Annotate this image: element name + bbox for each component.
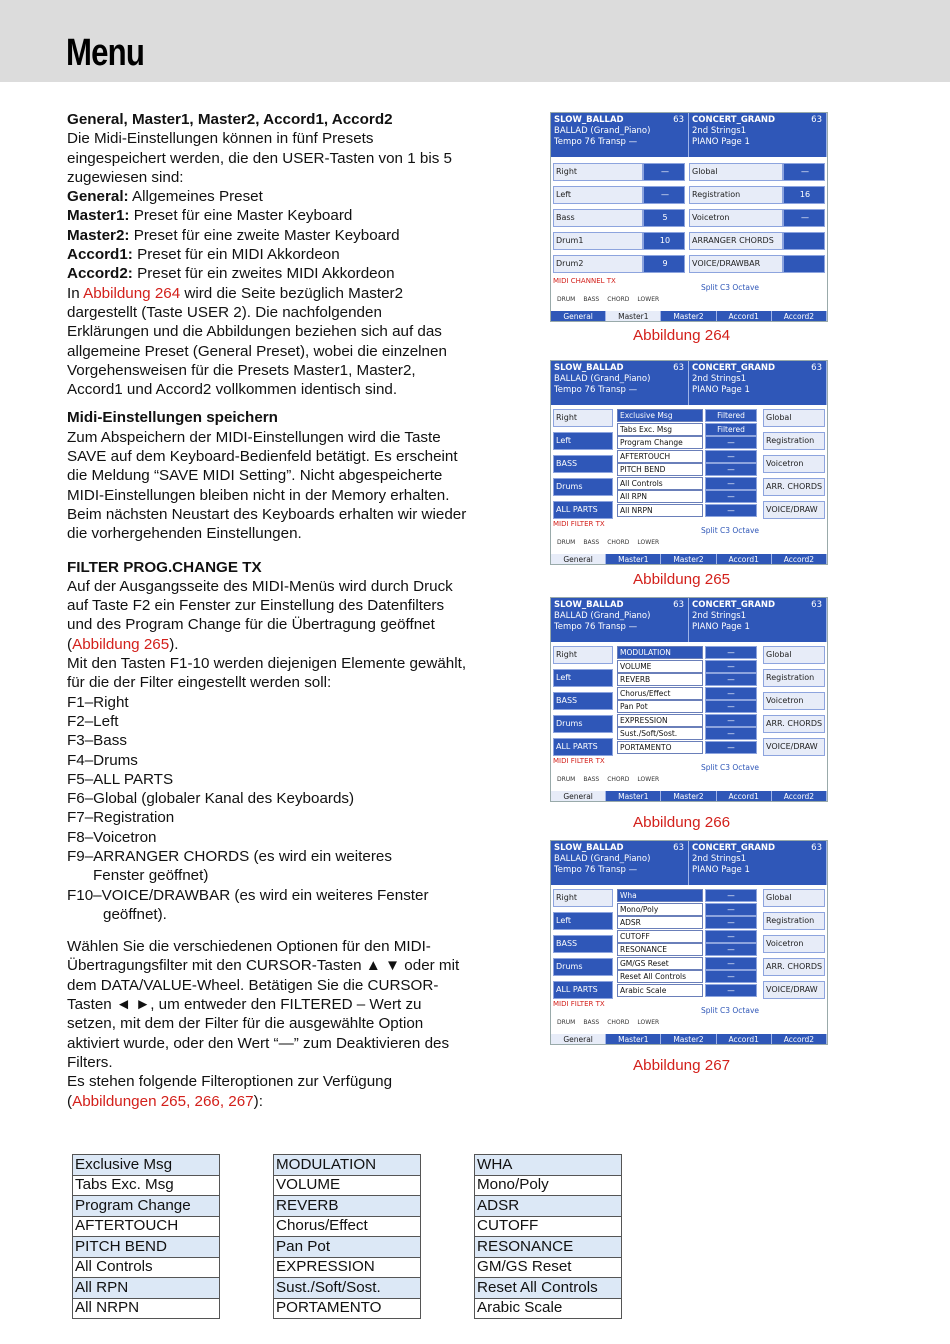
key-item: F9–ARRANGER CHORDS (es wird ein weiteres [67,847,392,865]
preset-tab: Master1 [606,791,661,802]
filter-option: All Controls [617,477,703,490]
table-row [274,1155,421,1176]
table-row [73,1278,220,1299]
main-text [67,110,467,1120]
preset-item: Master2: Preset für eine zweite Master Keyboard [67,226,400,244]
style-tempo: Tempo 76 Transp — [554,385,638,395]
footer-label: MIDI FILTER TX [553,757,605,765]
filter-value: — [705,903,757,916]
table-row [274,1298,421,1319]
filter-option: Pan Pot [617,700,703,713]
filter-value: — [705,727,757,740]
mini-labels [557,296,659,303]
style-panel [551,361,689,405]
figure-screenshot [550,360,828,565]
side-button: VOICE/DRAW [763,501,825,519]
options-table-1 [72,1154,220,1319]
channel-row-value: — [643,163,685,181]
part-button: ALL PARTS [553,981,613,999]
preset-tab: Accord1 [717,311,772,322]
table-cell: PORTAMENTO [274,1298,421,1319]
filter-option: PORTAMENTO [617,741,703,754]
filter-option: Chorus/Effect [617,687,703,700]
save-text: Zum Abspeichern der MIDI-Einstellungen wird die Taste SAVE auf dem Keyboard-Bedienfeld betätigt. Es erscheint die Meldung “SAVE MIDI Setting”. Nicht abgespeicherte MIDI-Einstellungen bleiben nicht in der Memory erhalten. Beim nächsten Neustart des Keyboards erhalten wir wieder die vorhergehenden Einstellungen. [67,428,467,543]
voice-number: 63 [811,363,822,373]
part-button: BASS [553,692,613,710]
channel-row-label: Drum1 [553,232,643,250]
channel-row-value: 9 [643,255,685,273]
voice-number: 63 [811,843,822,853]
channel-row-label: Left [553,186,643,204]
filter-value: — [705,943,757,956]
screen-body [551,885,827,1045]
channel-row-label: Registration [689,186,783,204]
table-cell: All Controls [73,1257,220,1278]
options-table-3 [474,1154,622,1319]
preset-item: General: Allgemeines Preset [67,188,263,206]
preset-tabs [551,554,827,565]
preset-tab: General [551,791,606,802]
table-cell: Reset All Controls [475,1278,622,1299]
voice-panel [689,841,827,885]
key-item: F5–ALL PARTS [67,770,174,788]
voice-sub: 2nd Strings1 [692,611,747,621]
filter-value: — [705,916,757,929]
table-cell: PITCH BEND [73,1237,220,1258]
table-row [73,1257,220,1278]
filter-value: — [705,741,757,754]
style-name: SLOW_BALLAD [554,115,624,125]
preset-tab: Accord1 [717,1034,772,1045]
screen-header [551,113,827,157]
table-cell: All NRPN [73,1298,220,1319]
table-row [73,1237,220,1258]
table-cell: All RPN [73,1278,220,1299]
channel-row-value: 16 [783,186,825,204]
part-button: Right [553,889,613,907]
channel-row-label: ARRANGER CHORDS [689,232,783,250]
table-row [73,1175,220,1196]
table-row [475,1257,622,1278]
style-name: SLOW_BALLAD [554,843,624,853]
table-cell: CUTOFF [475,1216,622,1237]
style-tempo: Tempo 76 Transp — [554,137,638,147]
mini-label: CHORD [607,1019,630,1026]
part-button: Left [553,912,613,930]
side-button: Global [763,646,825,664]
figure-reference: Abbildung 264 [83,284,181,302]
style-tempo: Tempo 76 Transp — [554,622,638,632]
side-button: ARR. CHORDS [763,958,825,976]
mini-label: BASS [583,776,600,783]
mini-label: CHORD [607,539,630,546]
key-item: F8–Voicetron [67,828,157,846]
channel-row-label: Voicetron [689,209,783,227]
split-octave: Split C3 Octave [701,1006,760,1015]
style-sub: BALLAD (Grand_Piano) [554,854,651,864]
voice-sub: 2nd Strings1 [692,126,747,136]
style-panel [551,598,689,642]
filter-option: Mono/Poly [617,903,703,916]
table-row [274,1196,421,1217]
channel-row-value: 5 [643,209,685,227]
style-panel [551,113,689,157]
table-cell: Sust./Soft/Sost. [274,1278,421,1299]
table-row [73,1298,220,1319]
side-button: Registration [763,912,825,930]
voice-sub: 2nd Strings1 [692,854,747,864]
part-button: Drums [553,715,613,733]
footer-label: MIDI FILTER TX [553,1000,605,1008]
side-button: Registration [763,432,825,450]
side-button: Voicetron [763,692,825,710]
side-button: Registration [763,669,825,687]
filter-value: — [705,490,757,503]
channel-row-label: Bass [553,209,643,227]
preset-tab: Master1 [606,554,661,565]
voice-name: CONCERT_GRAND [692,600,776,610]
filter-option: VOLUME [617,660,703,673]
style-name: SLOW_BALLAD [554,600,624,610]
figure-screenshot [550,597,828,802]
style-number: 63 [673,115,684,125]
figure-caption: Abbildung 265 [633,571,731,588]
figure-reference: Abbildung 265 [72,635,170,653]
table-row [274,1237,421,1258]
voice-number: 63 [811,115,822,125]
mini-labels [557,1019,659,1026]
screen-header [551,841,827,885]
filter-option: MODULATION [617,646,703,659]
side-button: Voicetron [763,455,825,473]
table-cell: Pan Pot [274,1237,421,1258]
style-tempo: Tempo 76 Transp — [554,865,638,875]
channel-row-label: Right [553,163,643,181]
footer-label: MIDI CHANNEL TX [553,277,616,285]
filter-option: Tabs Exc. Msg [617,423,703,436]
table-row [73,1155,220,1176]
mini-label: LOWER [637,539,660,546]
table-cell: WHA [475,1155,622,1176]
table-row [274,1278,421,1299]
filter-value: — [705,450,757,463]
preset-tab: Accord1 [717,554,772,565]
filter-option: REVERB [617,673,703,686]
voice-page: PIANO Page 1 [692,385,750,395]
voice-panel [689,598,827,642]
table-row [475,1155,622,1176]
table-row [475,1216,622,1237]
filter-value: — [705,463,757,476]
table-cell: MODULATION [274,1155,421,1176]
filter-value: — [705,673,757,686]
side-button: ARR. CHORDS [763,478,825,496]
filter-option: GM/GS Reset [617,957,703,970]
preset-item: Accord2: Preset für ein zweites MIDI Akkordeon [67,265,395,283]
table-cell: REVERB [274,1196,421,1217]
style-number: 63 [673,843,684,853]
figure-screenshot [550,840,828,1045]
preset-tab: Master1 [606,1034,661,1045]
screen-body [551,405,827,565]
preset-tab: General [551,1034,606,1045]
side-button: VOICE/DRAW [763,981,825,999]
key-item: F6–Global (globaler Kanal des Keyboards) [67,790,355,808]
filter-value: — [705,504,757,517]
presets-intro: Die Midi-Einstellungen können in fünf Presets eingespeichert werden, die den USER-Tasten von 1 bis 5 zugewiesen sind: [67,130,452,186]
figure-reference: Abbildungen 265, 266, 267 [72,1092,254,1110]
filter-value: — [705,687,757,700]
screen-body [551,642,827,802]
table-cell: Exclusive Msg [73,1155,220,1176]
voice-name: CONCERT_GRAND [692,363,776,373]
side-button: Global [763,409,825,427]
voice-sub: 2nd Strings1 [692,374,747,384]
table-row [475,1237,622,1258]
part-button: BASS [553,455,613,473]
preset-tab: Accord2 [772,554,827,565]
voice-panel [689,113,827,157]
table-row [73,1216,220,1237]
table-cell: GM/GS Reset [475,1257,622,1278]
key-item: F10–VOICE/DRAWBAR (es wird ein weiteres Fenster [67,886,429,904]
table-row [475,1196,622,1217]
voice-page: PIANO Page 1 [692,865,750,875]
key-item-cont: geöffnet). [103,905,167,923]
side-button: Voicetron [763,935,825,953]
filter-option: AFTERTOUCH [617,450,703,463]
voice-panel [689,361,827,405]
part-button: Right [553,409,613,427]
filter-option: Reset All Controls [617,970,703,983]
filter-option: Exclusive Msg [617,409,703,422]
figure-caption: Abbildung 266 [633,814,731,831]
presets-paragraph: In Abbildung 264 wird die Seite bezüglich Master2 dargestellt (Taste USER 2). Die nachfolgenden Erklärungen und die Abbildungen beziehen sich auf das allgemeine Preset (General Preset), wobei die einzelnen Vorgehensweisen für die Presets Master1, Master2, Accord1 und Accord2 vollkommen identisch sind. [67,284,447,399]
filter-option: Arabic Scale [617,984,703,997]
filter-value: — [705,646,757,659]
filter-option: EXPRESSION [617,714,703,727]
key-item: F2–Left [67,712,119,730]
preset-tab: General [551,554,606,565]
table-cell: Tabs Exc. Msg [73,1175,220,1196]
mini-label: BASS [583,539,600,546]
part-button: Left [553,432,613,450]
filter-value: — [705,930,757,943]
table-row [475,1298,622,1319]
split-octave: Split C3 Octave [701,526,760,535]
channel-row-value: — [643,186,685,204]
table-cell: Program Change [73,1196,220,1217]
table-row [73,1196,220,1217]
table-row [274,1216,421,1237]
key-item: F3–Bass [67,732,127,750]
screen-body [551,157,827,322]
filter-value: Filtered [705,409,757,422]
mini-labels [557,539,659,546]
save-heading: Midi-Einstellungen speichern [67,409,278,427]
mini-label: LOWER [637,1019,660,1026]
key-item: F7–Registration [67,809,175,827]
part-button: Drums [553,958,613,976]
channel-row-value: — [783,163,825,181]
channel-row-value [783,232,825,250]
filter-option: PITCH BEND [617,463,703,476]
style-sub: BALLAD (Grand_Piano) [554,611,651,621]
filter-value: — [705,957,757,970]
figure-caption: Abbildung 264 [633,327,731,344]
filter-option: Program Change [617,436,703,449]
preset-tabs [551,791,827,802]
filter-option: Sust./Soft/Sost. [617,727,703,740]
filter-value: — [705,660,757,673]
split-octave: Split C3 Octave [701,283,760,292]
filter-heading: FILTER PROG.CHANGE TX [67,558,262,576]
screen-header [551,361,827,405]
filter-value: — [705,984,757,997]
filter-value: — [705,436,757,449]
channel-row-value: — [783,209,825,227]
mini-label: CHORD [607,296,630,303]
filter-text: Auf der Ausgangsseite des MIDI-Menüs wird durch Druck auf Taste F2 ein Fenster zur Einstellung des Datenfilters und des Program Change für die Übertragung geöffnet (Abbildung 265). [67,577,453,653]
preset-tab: Accord2 [772,311,827,322]
style-panel [551,841,689,885]
table-cell: ADSR [475,1196,622,1217]
figure-screenshot [550,112,828,322]
mini-label: DRUM [557,776,576,783]
options-section [67,937,467,1111]
table-row [274,1257,421,1278]
filter-option: RESONANCE [617,943,703,956]
mini-label: LOWER [637,296,660,303]
table-cell: Mono/Poly [475,1175,622,1196]
preset-tab: Master2 [661,554,716,565]
options-text: Es stehen folgende Filteroptionen zur Verfügung (Abbildungen 265, 266, 267): [67,1073,393,1110]
style-number: 63 [673,600,684,610]
preset-tab: Accord2 [772,791,827,802]
mini-label: DRUM [557,539,576,546]
voice-page: PIANO Page 1 [692,137,750,147]
choose-text: Wählen Sie die verschiedenen Optionen für den MIDI-Übertragungsfilter mit den CURSOR-Tasten ▲ ▼ oder mit dem DATA/VALUE-Wheel. Betätigen Sie die CURSOR-Tasten ◄ ►, um entweder den FILTERED – Wert zu setzen, mit dem der Filter für die ausgewählte Option aktiviert wurde, oder den Wert “—” zum Deaktivieren des Filters. [67,938,460,1071]
part-button: ALL PARTS [553,501,613,519]
preset-tab: Master2 [661,311,716,322]
filter-value: — [705,714,757,727]
part-button: BASS [553,935,613,953]
preset-tab: Accord2 [772,1034,827,1045]
style-name: SLOW_BALLAD [554,363,624,373]
table-row [274,1175,421,1196]
save-section [67,408,467,543]
key-item-cont: Fenster geöffnet) [93,867,209,885]
options-table-2 [273,1154,421,1319]
filter-option: All NRPN [617,504,703,517]
table-cell: EXPRESSION [274,1257,421,1278]
channel-row-value [783,255,825,273]
voice-page: PIANO Page 1 [692,622,750,632]
filter-value: — [705,477,757,490]
style-sub: BALLAD (Grand_Piano) [554,374,651,384]
page-title: Menu [66,32,145,74]
channel-row-label: Global [689,163,783,181]
mini-label: CHORD [607,776,630,783]
filter-value: — [705,970,757,983]
style-number: 63 [673,363,684,373]
split-octave: Split C3 Octave [701,763,760,772]
preset-tab: Master1 [606,311,661,322]
preset-tab: Accord1 [717,791,772,802]
filter-text-2: Mit den Tasten F1-10 werden diejenigen Elemente gewählt, für die der Filter eingestellt werden soll: [67,655,467,692]
filter-option: CUTOFF [617,930,703,943]
side-button: VOICE/DRAW [763,738,825,756]
part-button: Drums [553,478,613,496]
preset-item: Master1: Preset für eine Master Keyboard [67,207,353,225]
mini-label: LOWER [637,776,660,783]
side-button: Global [763,889,825,907]
filter-option: ADSR [617,916,703,929]
mini-label: DRUM [557,296,576,303]
table-cell: VOLUME [274,1175,421,1196]
key-item: F4–Drums [67,751,138,769]
side-button: ARR. CHORDS [763,715,825,733]
mini-label: DRUM [557,1019,576,1026]
table-cell: RESONANCE [475,1237,622,1258]
filter-option: All RPN [617,490,703,503]
filter-value: — [705,700,757,713]
channel-row-label: Drum2 [553,255,643,273]
filter-value: Filtered [705,423,757,436]
preset-item: Accord1: Preset für ein MIDI Akkordeon [67,246,340,264]
filter-section [67,558,467,925]
mini-label: BASS [583,1019,600,1026]
preset-tab: Master2 [661,791,716,802]
style-sub: BALLAD (Grand_Piano) [554,126,651,136]
voice-name: CONCERT_GRAND [692,115,776,125]
part-button: Right [553,646,613,664]
table-cell: Chorus/Effect [274,1216,421,1237]
preset-tab: General [551,311,606,322]
part-button: Left [553,669,613,687]
key-item: F1–Right [67,693,129,711]
footer-label: MIDI FILTER TX [553,520,605,528]
preset-tabs [551,1034,827,1045]
part-button: ALL PARTS [553,738,613,756]
channel-row-value: 10 [643,232,685,250]
mini-label: BASS [583,296,600,303]
mini-labels [557,776,659,783]
table-cell: Arabic Scale [475,1298,622,1319]
channel-row-label: VOICE/DRAWBAR [689,255,783,273]
table-row [475,1175,622,1196]
preset-tabs [551,311,827,322]
presets-section [67,110,467,399]
figure-caption: Abbildung 267 [633,1057,731,1074]
voice-number: 63 [811,600,822,610]
preset-tab: Master2 [661,1034,716,1045]
filter-value: — [705,889,757,902]
presets-heading: General, Master1, Master2, Accord1, Accord2 [67,111,393,128]
table-cell: AFTERTOUCH [73,1216,220,1237]
filter-option: Wha [617,889,703,902]
screen-header [551,598,827,642]
table-row [475,1278,622,1299]
voice-name: CONCERT_GRAND [692,843,776,853]
